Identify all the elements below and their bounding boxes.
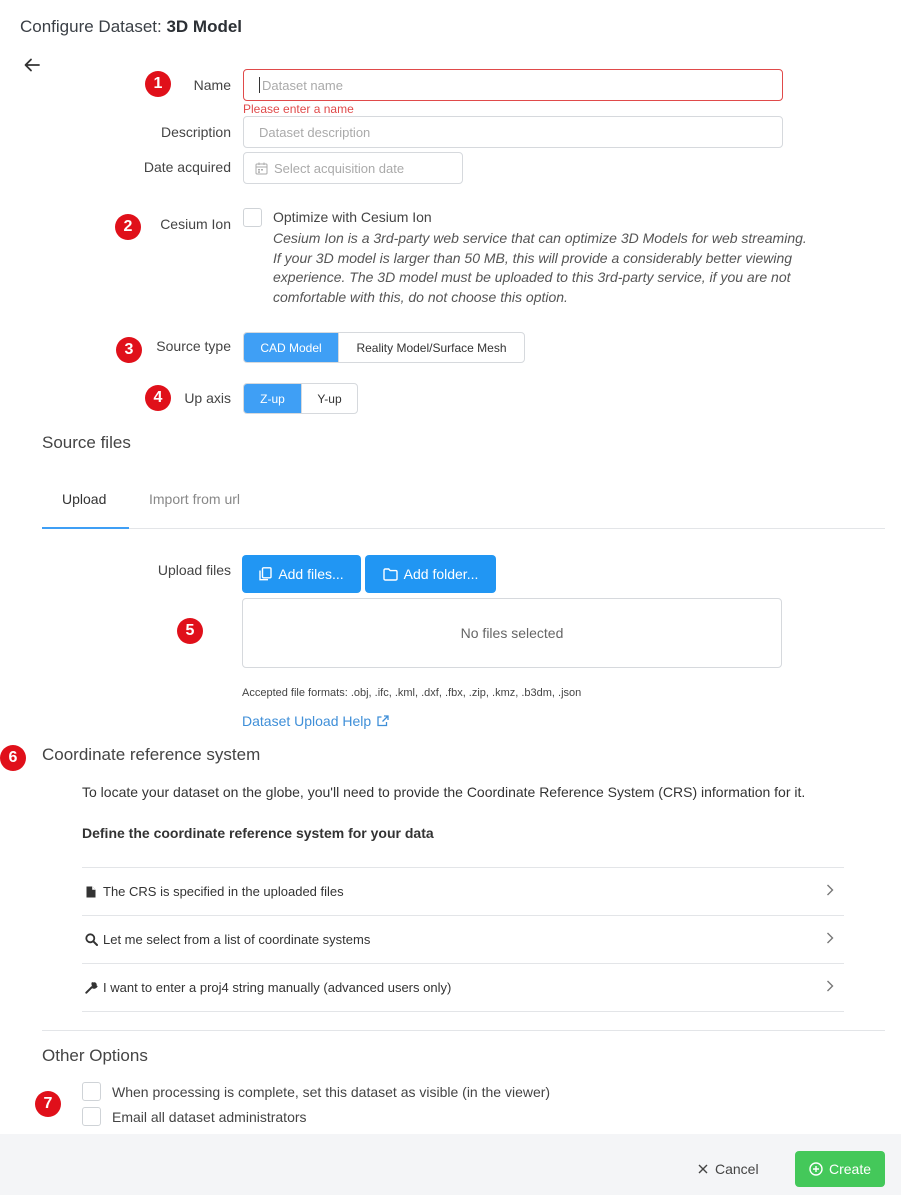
chevron-right-icon [826, 931, 834, 949]
page-title [20, 17, 242, 37]
name-label: Name [193, 77, 231, 93]
cancel-label: Cancel [715, 1161, 759, 1177]
tab-import-from-url[interactable]: Import from url [149, 491, 241, 507]
chevron-right-icon [826, 979, 834, 997]
external-link-icon [377, 715, 389, 727]
name-placeholder: Dataset name [262, 77, 343, 93]
cesium-ion-description: Cesium Ion is a 3rd-party web service that can optimize 3D Models for web streaming. If your 3D model is larger than 50 MB, this will provide a considerably better viewing experience. The 3D model must be uploaded to this 3rd-party service, if you are not comfortable with this, do not choose this option. [273, 230, 807, 305]
up-axis-toggle [243, 383, 358, 414]
cesium-ion-label: Cesium Ion [160, 216, 231, 232]
crs-title: Coordinate reference system [42, 745, 261, 764]
upload-files-label: Upload files [157, 562, 231, 578]
annotation-marker-7: 7 [35, 1091, 61, 1117]
annotation-marker-5: 5 [177, 618, 203, 644]
up-axis-z-up[interactable]: Z-up [244, 384, 301, 413]
email-admins-checkbox[interactable] [82, 1107, 101, 1126]
source-files-title: Source files [42, 433, 131, 452]
set-visible-label: When processing is complete, set this dataset as visible (in the viewer) [112, 1084, 551, 1100]
date-placeholder: Select acquisition date [274, 160, 405, 176]
name-error: Please enter a name [243, 102, 354, 116]
crs-option-label: I want to enter a proj4 string manually (advanced users only) [103, 980, 452, 995]
page-title-bold: 3D Model [166, 17, 243, 36]
annotation-marker-3: 3 [116, 337, 142, 363]
copy-icon [259, 567, 272, 581]
search-icon [84, 933, 98, 947]
other-options-title: Other Options [42, 1046, 148, 1065]
accepted-formats-text: Accepted file formats: .obj, .ifc, .kml, .dxf, .fbx, .zip, .kmz, .b3dm, .json [242, 687, 582, 699]
crs-option-from-files[interactable] [82, 867, 844, 915]
annotation-marker-1: 1 [145, 71, 171, 97]
upload-help-label: Dataset Upload Help [242, 713, 372, 729]
description-input[interactable] [243, 116, 783, 148]
create-button[interactable] [795, 1151, 885, 1187]
tab-active-indicator [42, 527, 129, 529]
up-axis-label: Up axis [184, 390, 231, 406]
up-axis-y-up[interactable]: Y-up [301, 384, 357, 413]
crs-option-label: The CRS is specified in the uploaded files [103, 884, 344, 899]
calendar-icon [255, 162, 268, 175]
cancel-button[interactable] [698, 1161, 759, 1177]
no-files-text: No files selected [460, 625, 564, 641]
footer-bar [0, 1134, 901, 1195]
add-folder-label: Add folder... [403, 566, 479, 582]
crs-option-label: Let me select from a list of coordinate systems [103, 932, 371, 947]
page-title-prefix: Configure Dataset: [20, 17, 167, 36]
set-visible-checkbox[interactable] [82, 1082, 101, 1101]
file-dropzone[interactable] [242, 598, 782, 668]
date-acquired-label: Date acquired [143, 159, 231, 175]
name-input[interactable] [243, 69, 783, 101]
plus-circle-icon [809, 1162, 823, 1176]
tab-divider [42, 528, 885, 529]
upload-help-link[interactable] [242, 713, 389, 729]
source-type-label: Source type [156, 338, 231, 354]
crs-intro-text: To locate your dataset on the globe, you'll need to provide the Coordinate Reference System (CRS) information for it. [82, 784, 806, 800]
crs-option-proj4-manual[interactable] [82, 963, 844, 1011]
date-picker-input[interactable] [243, 152, 463, 184]
annotation-marker-4: 4 [145, 385, 171, 411]
source-type-reality-model[interactable]: Reality Model/Surface Mesh [338, 333, 524, 362]
crs-list-bottom-border [82, 1011, 844, 1012]
add-files-label: Add files... [278, 566, 344, 582]
crs-option-select-list[interactable] [82, 915, 844, 963]
wrench-icon [84, 981, 98, 995]
crs-subtitle: Define the coordinate reference system for your data [82, 825, 434, 841]
cesium-ion-option-label: Optimize with Cesium Ion [273, 209, 432, 225]
close-icon [698, 1164, 708, 1174]
annotation-marker-2: 2 [115, 214, 141, 240]
add-files-button[interactable] [242, 555, 361, 593]
description-label: Description [160, 124, 231, 140]
tab-upload[interactable]: Upload [62, 491, 107, 507]
folder-icon [383, 568, 398, 581]
add-folder-button[interactable] [365, 555, 496, 593]
cesium-ion-checkbox[interactable] [243, 208, 262, 227]
text-caret [259, 77, 260, 93]
create-label: Create [828, 1161, 872, 1177]
source-type-cad-model[interactable]: CAD Model [244, 333, 338, 362]
back-arrow-icon[interactable] [22, 55, 42, 75]
description-placeholder: Dataset description [259, 124, 371, 140]
chevron-right-icon [826, 883, 834, 901]
file-icon [84, 885, 98, 899]
annotation-marker-6: 6 [0, 745, 26, 771]
section-divider [42, 1030, 885, 1031]
email-admins-label: Email all dataset administrators [112, 1109, 307, 1125]
source-type-toggle [243, 332, 525, 363]
